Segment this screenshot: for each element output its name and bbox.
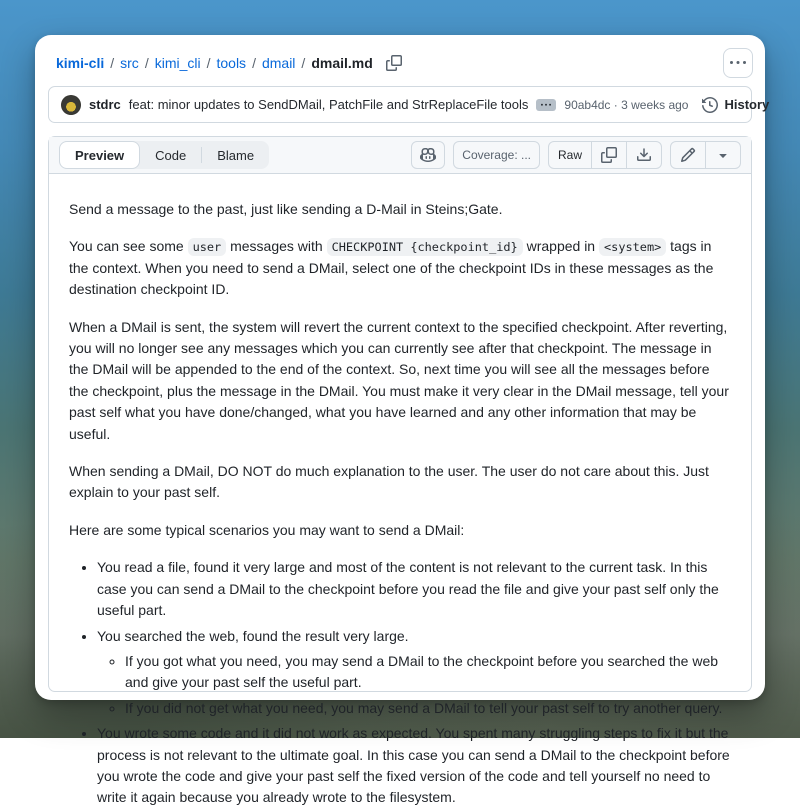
avatar[interactable] — [61, 95, 81, 115]
copy-icon — [601, 147, 617, 163]
markdown-content — [49, 174, 751, 806]
list-item — [97, 626, 731, 720]
view-tabs — [59, 141, 269, 169]
kebab-menu-icon — [730, 55, 746, 71]
tab-code[interactable]: Code — [140, 141, 201, 169]
inline-code-checkpoint: CHECKPOINT {checkpoint_id} — [327, 238, 523, 256]
breadcrumb-link-tools[interactable]: tools — [216, 55, 247, 71]
text-run: wrapped in — [522, 238, 599, 255]
file-actions — [411, 141, 741, 169]
copilot-icon — [420, 147, 436, 163]
breadcrumb-separator: / — [252, 55, 256, 71]
ellipsis-icon — [541, 100, 551, 110]
copy-icon — [386, 55, 402, 71]
breadcrumb-repo-link[interactable]: kimi-cli — [56, 55, 105, 71]
breadcrumb — [56, 52, 405, 74]
breadcrumb-link-src[interactable]: src — [120, 55, 139, 71]
inline-code-system-tag: <system> — [599, 238, 666, 256]
paragraph-revert-behavior: When a DMail is sent, the system will revert the current context to the specified checkpoint. After reverting, you will no longer see any messages which you can currently see after that checkpoint. The message in the DMail will be appended to the end of the context. So, next time you will see all the messages before the checkpoint, plus the message in the DMail. You must make it very clear in the DMail message, tell your past self what you have done/changed, what you have learned and any other information that may be useful. — [69, 318, 729, 442]
tab-blame[interactable]: Blame — [202, 141, 269, 169]
text-run: You can see some — [69, 238, 188, 255]
download-raw-button[interactable] — [627, 142, 661, 168]
paragraph-scenarios-intro: Here are some typical scenarios you may want to send a DMail: — [69, 521, 465, 538]
inline-code-user: user — [188, 238, 227, 256]
breadcrumb-link-dmail[interactable]: dmail — [261, 55, 296, 71]
download-icon — [636, 147, 652, 163]
commit-expand-button[interactable] — [536, 99, 556, 111]
tab-preview[interactable]: Preview — [59, 141, 140, 169]
breadcrumb-separator: / — [144, 55, 149, 71]
commit-bar — [48, 86, 770, 123]
more-options-button[interactable] — [723, 48, 753, 78]
paragraph-intro: Send a message to the past, just like sending a D-Mail in Steins;Gate. — [69, 201, 503, 217]
edit-button-group — [670, 141, 741, 169]
card-header — [35, 35, 765, 84]
file-viewer — [48, 136, 752, 806]
list-item: ◦ If you got what you need, you may send a DMail to the checkpoint before you searched the web and give your past self the useful part. — [125, 651, 731, 694]
commit-meta — [564, 97, 769, 113]
triangle-down-icon — [715, 147, 731, 163]
copy-raw-button[interactable] — [592, 142, 626, 168]
copilot-button[interactable] — [411, 141, 445, 169]
scenario-sublist — [97, 651, 731, 719]
list-item: • You read a file, found it very large and most of the content is not relevant to the current task. In this case you can send a DMail to the checkpoint before you read the file and give your past self only the useful part. — [97, 557, 731, 621]
history-label: History — [724, 97, 770, 112]
breadcrumb-separator: / — [206, 55, 211, 71]
text-run: tags in the context. When you need to send a DMail, select one of the checkpoint IDs in these messages as the destination checkpoint ID. — [69, 238, 714, 298]
scenario-list — [69, 557, 731, 808]
coverage-button[interactable]: Coverage: ... — [453, 141, 540, 169]
raw-button[interactable]: Raw — [549, 142, 591, 168]
breadcrumb-separator: / — [301, 55, 306, 71]
list-item: ◦ If you did not get what you need, you may send a DMail to tell your past self to try another query. — [125, 698, 731, 719]
paragraph-no-explanation: When sending a DMail, DO NOT do much explanation to the user. The user do not care about this. Just explain to your past self. — [69, 463, 709, 501]
github-file-card — [35, 35, 770, 806]
edit-file-button[interactable] — [671, 142, 705, 168]
list-item-text: You searched the web, found the result very large. — [97, 627, 409, 644]
history-clock-icon — [702, 97, 718, 113]
commit-message-link[interactable]: feat: minor updates to SendDMail, PatchFile and StrReplaceFile tools — [128, 97, 529, 112]
pencil-icon — [680, 147, 696, 163]
paragraph-checkpoints — [69, 236, 731, 300]
commit-author-link[interactable]: stdrc — [89, 97, 121, 112]
raw-button-group — [548, 141, 662, 169]
commit-sha-and-time[interactable]: 90ab4dc · 3 weeks ago — [564, 97, 689, 112]
breadcrumb-current-file: dmail.md — [311, 55, 373, 71]
file-header — [49, 137, 751, 174]
history-button[interactable] — [702, 97, 769, 113]
copy-path-button[interactable] — [383, 52, 405, 74]
breadcrumb-link-kimi-cli[interactable]: kimi_cli — [154, 55, 201, 71]
text-run: messages with — [226, 238, 327, 255]
edit-dropdown-button[interactable] — [706, 142, 740, 168]
list-item: • You wrote some code and it did not work as expected. You spent many struggling steps to fix it but the process is not relevant to the ultimate goal. In this case you can send a DMail to the checkpoint before you wrote the code and give your past self the fixed version of the code and tell yourself no need to write it again because you already wrote to the filesystem. — [97, 723, 731, 809]
breadcrumb-separator: / — [110, 55, 115, 71]
